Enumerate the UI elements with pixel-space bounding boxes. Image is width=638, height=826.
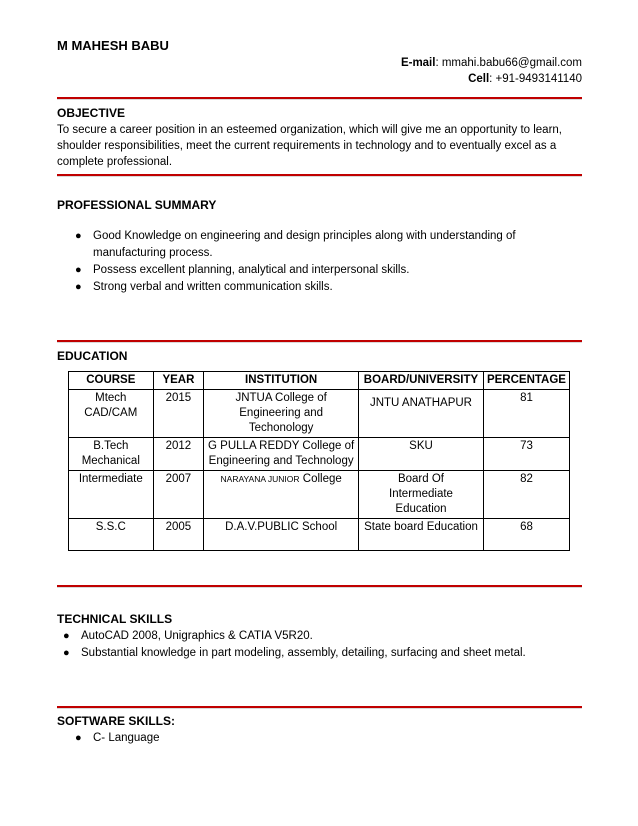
divider [57,97,582,100]
cell-line: Cell: +91-9493141140 [468,73,582,85]
bullet-icon: ● [63,630,70,642]
year-cell: 2005 [153,519,204,551]
bullet-icon: ● [63,647,70,659]
education-table [68,371,570,551]
list-item: ● C- Language [57,730,582,747]
table-row [69,390,570,438]
summary-heading: PROFESSIONAL SUMMARY [57,198,217,212]
divider [57,174,582,177]
divider [57,585,582,588]
percentage-cell: 81 [483,390,569,438]
email-label: E-mail [400,57,436,69]
objective-line: shoulder responsibilities, meet the current requirements in technology and to eventually excel as a [57,140,557,152]
board-cell: SKU [359,438,484,471]
list-item: ● AutoCAD 2008, Unigraphics & CATIA V5R20. [57,628,582,645]
table-row [69,471,570,519]
candidate-name: M MAHESH BABU [57,38,169,53]
education-heading: EDUCATION [57,349,128,363]
divider [57,706,582,709]
list-item: ● Substantial knowledge in part modeling, assembly, detailing, surfacing and sheet metal. [57,645,582,662]
column-header: YEAR [153,372,204,390]
bullet-icon: ● [75,732,82,744]
objective-text [57,122,582,170]
year-cell: 2015 [153,390,204,438]
table-row [69,519,570,551]
percentage-cell: 73 [483,438,569,471]
email-value[interactable]: mmahi.babu66@gmail.com [441,57,582,69]
year-cell: 2012 [153,438,204,471]
cell-value: +91-9493141140 [495,73,582,85]
list-item: manufacturing process. [93,247,213,259]
percentage-cell: 68 [483,519,569,551]
board-cell: State board Education [359,519,484,551]
list-item: ● Good Knowledge on engineering and design principles along with understanding of [57,228,582,245]
technical-heading: TECHNICAL SKILLS [57,612,173,626]
percentage-cell: 82 [483,471,569,519]
board-cell: Board Of Intermediate Education [359,471,484,519]
email-line: E-mail: mmahi.babu66@gmail.com [400,57,582,69]
summary-list [57,228,582,296]
technical-list [57,628,582,662]
course-cell: B.Tech Mechanical [69,438,154,471]
objective-line: To secure a career position in an esteemed organization, which will give me an opportunity to learn, [57,124,563,136]
list-item: ● Possess excellent planning, analytical and interpersonal skills. [57,262,582,279]
bullet-icon: ● [75,264,82,276]
year-cell: 2007 [153,471,204,519]
software-list [57,730,582,747]
objective-line: complete professional. [57,156,173,168]
board-cell: JNTU ANATHAPUR [359,390,484,438]
column-header: PERCENTAGE [483,372,569,390]
software-heading: SOFTWARE SKILLS: [57,714,175,728]
course-cell: Mtech CAD/CAM [69,390,154,438]
table-row [69,438,570,471]
column-header: INSTITUTION [204,372,359,390]
column-header: COURSE [69,372,154,390]
objective-heading: OBJECTIVE [57,106,126,120]
table-header-row [69,372,570,390]
bullet-icon: ● [75,230,82,242]
institution-cell: NARAYANA JUNIOR College [204,471,359,519]
bullet-icon: ● [75,281,82,293]
institution-cell: D.A.V.PUBLIC School [204,519,359,551]
divider [57,340,582,343]
list-item: ● Strong verbal and written communication skills. [57,279,582,296]
institution-cell: JNTUA College of Engineering and Techonology [204,390,359,438]
cell-label: Cell [468,73,490,85]
course-cell: Intermediate [69,471,154,519]
column-header: BOARD/UNIVERSITY [359,372,484,390]
institution-cell: G PULLA REDDY College of Engineering and Technology [204,438,359,471]
course-cell: S.S.C [69,519,154,551]
